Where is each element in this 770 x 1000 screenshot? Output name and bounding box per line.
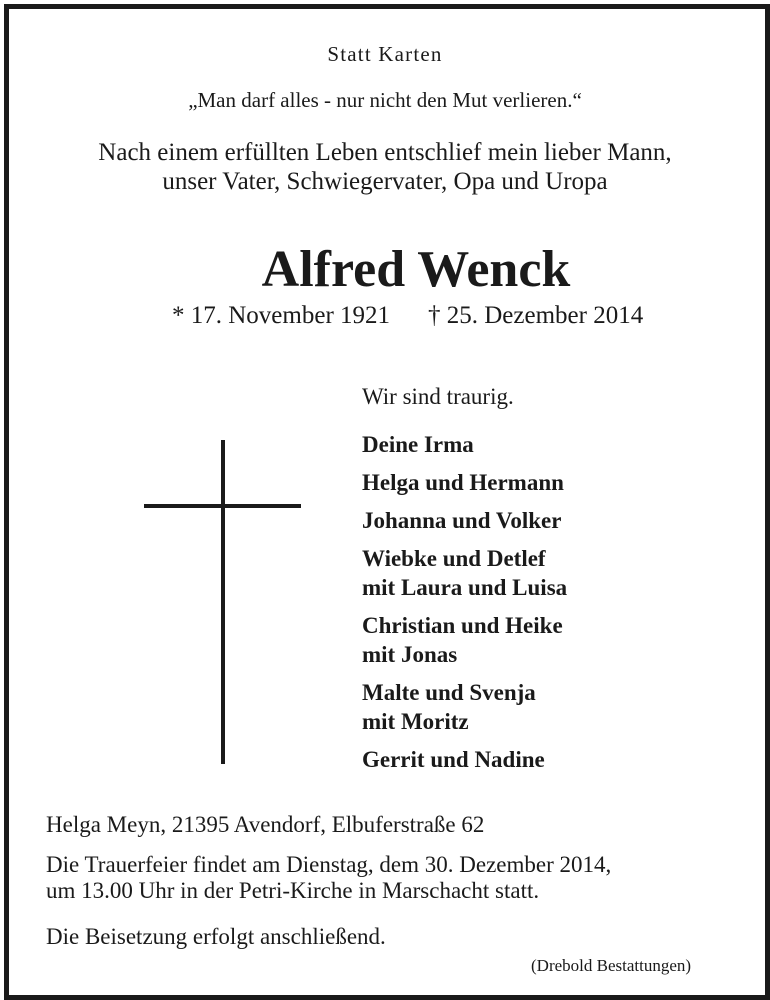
intro-line-2: unser Vater, Schwiegervater, Opa und Uropa xyxy=(162,168,608,195)
mourner-entry: Johanna und Volker xyxy=(362,508,562,533)
header-text: Statt Karten xyxy=(327,42,443,66)
mourner-entry: mit Moritz xyxy=(362,709,469,734)
cross-icon-bar xyxy=(144,504,301,508)
mourner-entry: Christian und Heike xyxy=(362,613,563,638)
mourner-entry: Deine Irma xyxy=(362,432,474,457)
mourner-entry: Malte und Svenja xyxy=(362,680,536,705)
death-date: † 25. Dezember 2014 xyxy=(428,302,644,329)
birth-date: * 17. November 1921 xyxy=(172,302,391,329)
funeral-line-2: um 13.00 Uhr in der Petri-Kirche in Marschacht statt. xyxy=(46,878,540,903)
funeral-line-1: Die Trauerfeier findet am Dienstag, dem 30. Dezember 2014, xyxy=(46,852,612,877)
undertaker-credit: (Drebold Bestattungen) xyxy=(531,956,692,975)
burial-note: Die Beisetzung erfolgt anschließend. xyxy=(46,924,386,949)
mourner-entry: mit Laura und Luisa xyxy=(362,575,568,600)
mourner-entry: Helga und Hermann xyxy=(362,470,564,495)
mourner-entry: mit Jonas xyxy=(362,642,458,667)
intro-line-1: Nach einem erfüllten Leben entschlief mein lieber Mann, xyxy=(98,139,672,166)
mourners-intro: Wir sind traurig. xyxy=(362,384,514,409)
contact-address: Helga Meyn, 21395 Avendorf, Elbuferstraße 62 xyxy=(46,812,485,837)
cross-icon xyxy=(221,440,225,764)
quote-text: „Man darf alles - nur nicht den Mut verlieren.“ xyxy=(188,88,582,112)
deceased-name: Alfred Wenck xyxy=(261,241,571,298)
mourner-entry: Wiebke und Detlef xyxy=(362,546,546,571)
mourner-entry: Gerrit und Nadine xyxy=(362,747,545,772)
